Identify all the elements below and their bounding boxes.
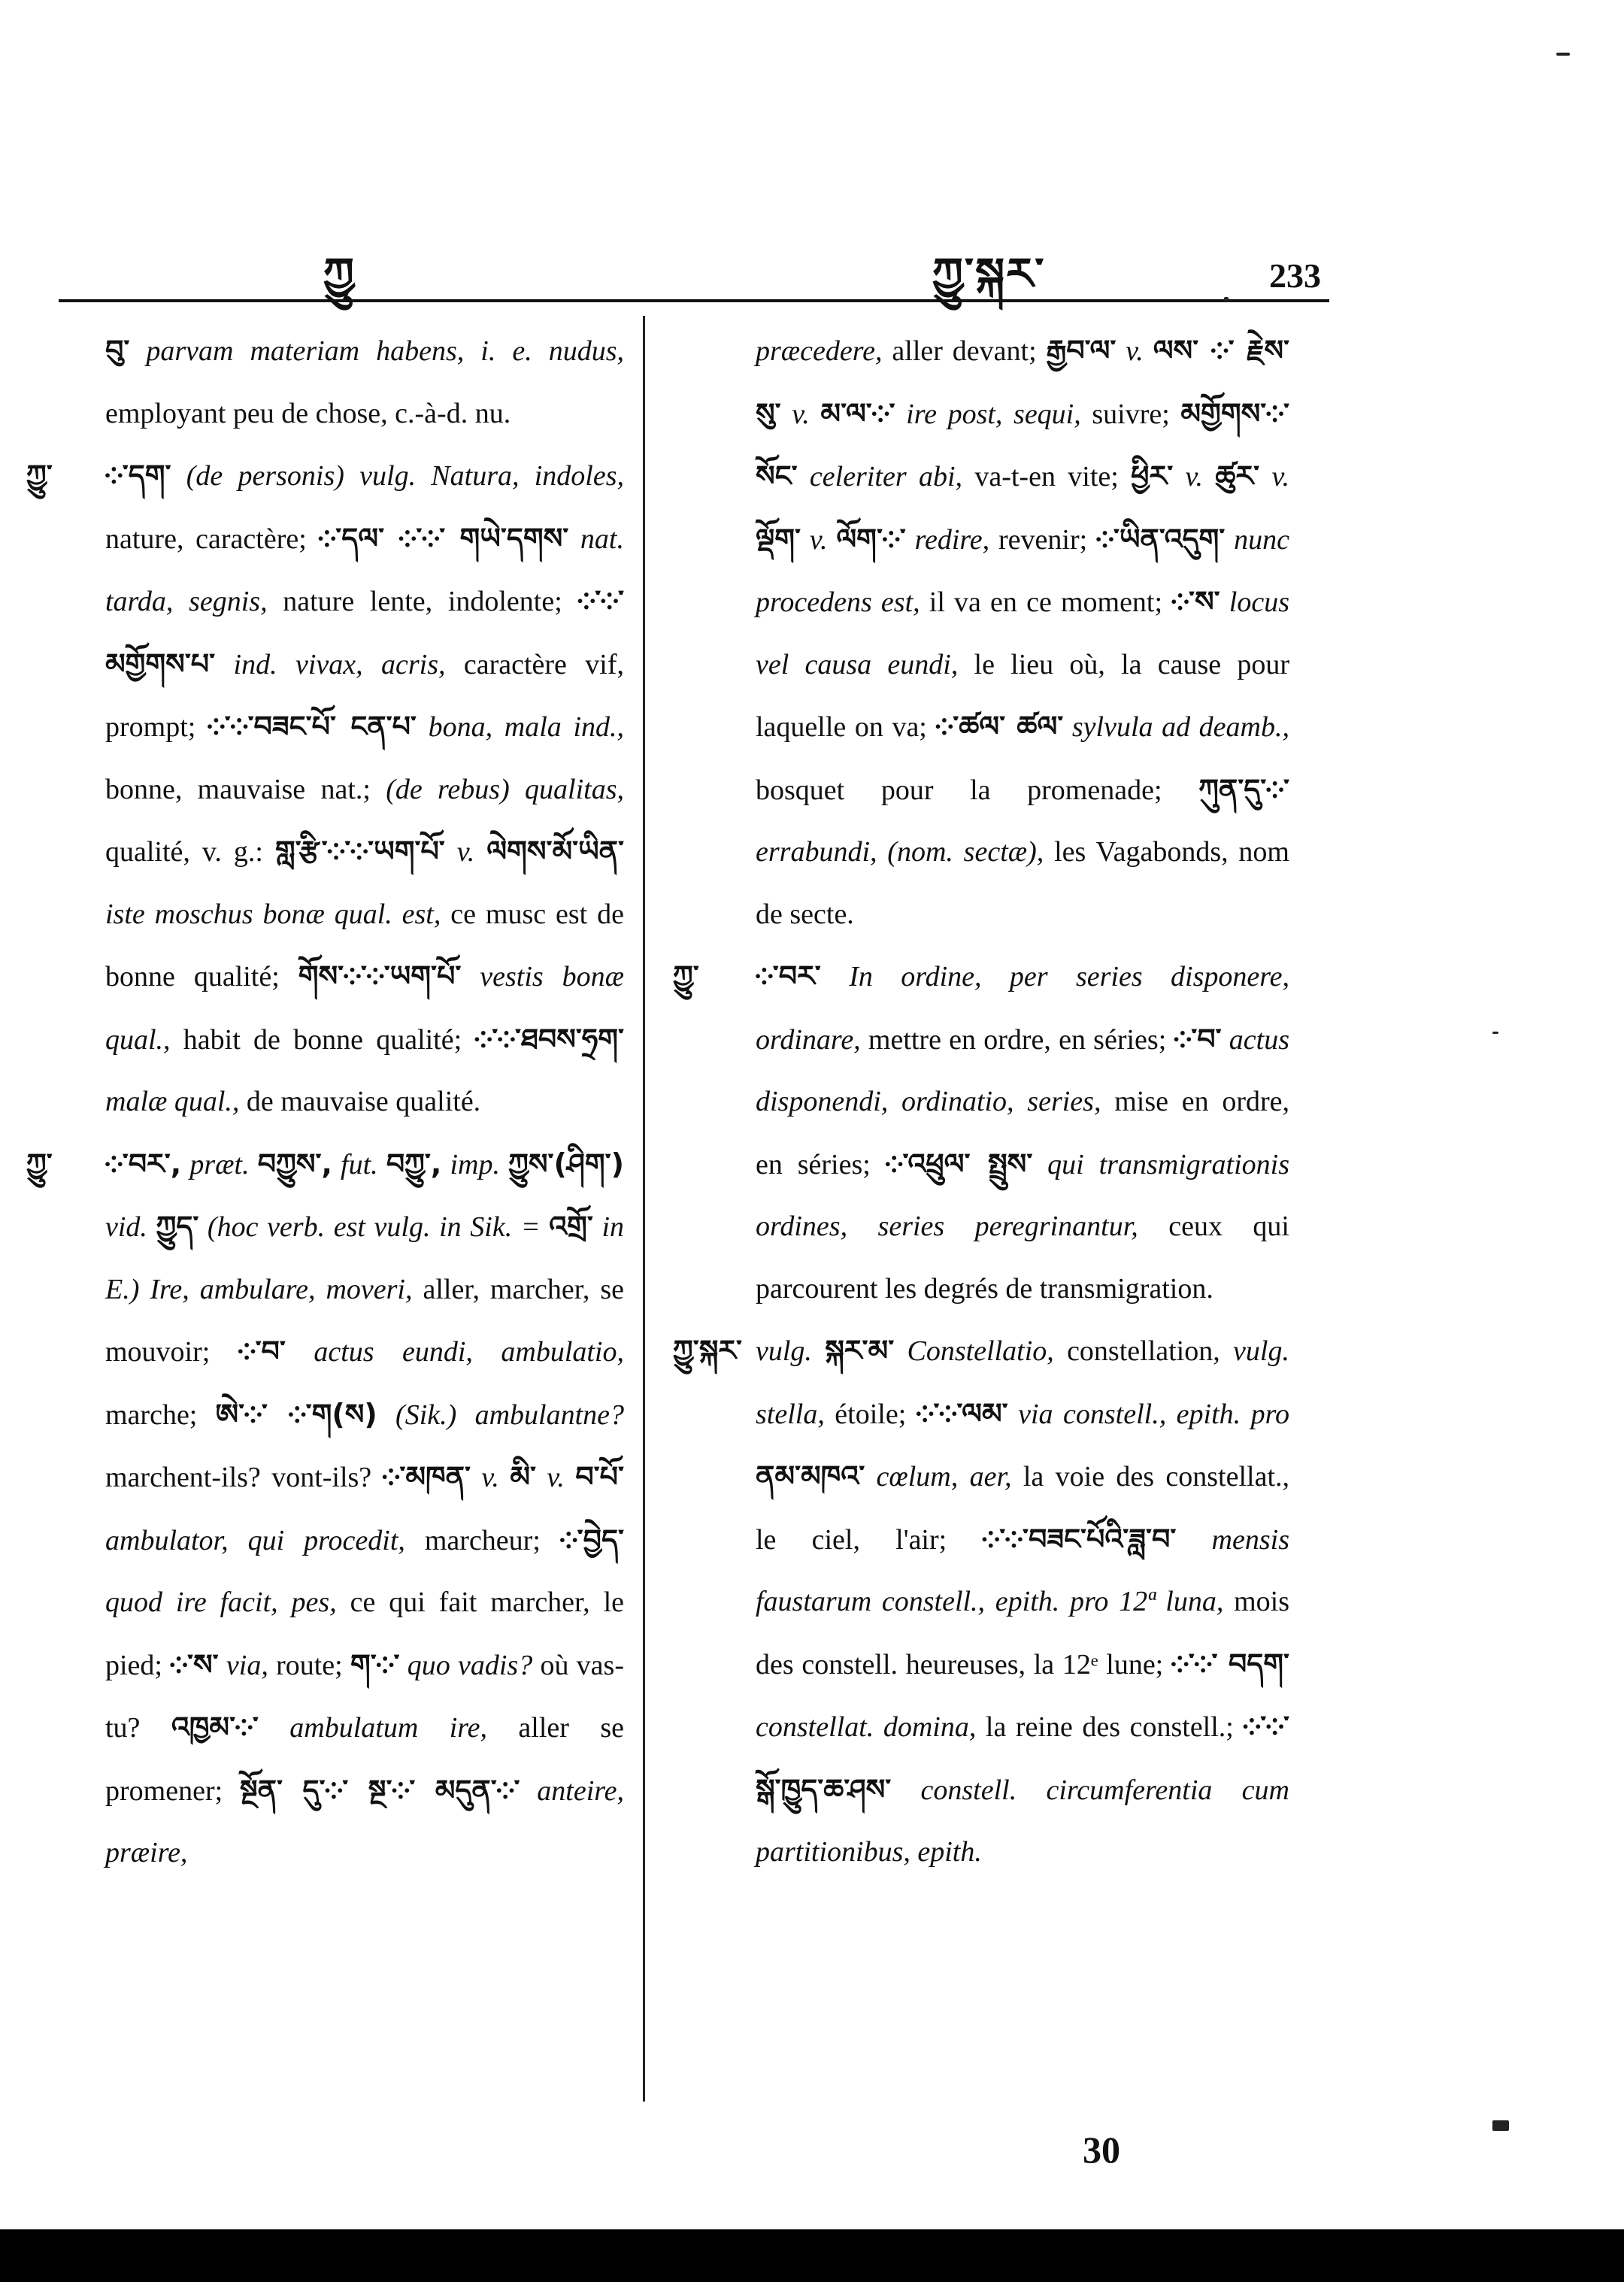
entry-text	[105, 1149, 624, 1869]
tibetan-term: ༶་མཁན་	[382, 1460, 471, 1493]
latin-gloss: Constellatio,	[894, 1335, 1068, 1367]
entry-continuation	[105, 320, 624, 444]
tibetan-term: ལྡོག་	[756, 522, 801, 556]
latin-gloss: locus vel causa eundi,	[756, 586, 1289, 680]
tibetan-term: ག་༶་	[350, 1647, 400, 1681]
french-gloss: de mauvaise qualité.	[246, 1086, 481, 1117]
column-divider	[643, 316, 645, 2102]
latin-gloss: nunc procedens est,	[756, 523, 1290, 618]
entry-text	[105, 460, 624, 1117]
latin-gloss: imp.	[441, 1148, 509, 1180]
latin-gloss: (de rebus) qualitas,	[386, 773, 624, 805]
tibetan-term: ལེགས་མོ་ཡིན་	[486, 835, 625, 868]
latin-gloss: ire post, sequi,	[895, 398, 1092, 430]
tibetan-term: ༶་༶་བཟང་པོ་ ངན་པ་	[208, 710, 417, 743]
latin-gloss: bona, mala ind.,	[416, 711, 624, 743]
tibetan-term: ༶་ཡིན་འདུག་	[1096, 522, 1226, 556]
french-gloss: suivre;	[1092, 398, 1181, 430]
french-gloss: bosquet pour la promenade;	[756, 774, 1199, 806]
margin-speck	[1492, 2120, 1509, 2131]
tibetan-term: ༶་༶་ཐབས་ཧྲག་	[474, 1022, 624, 1056]
tibetan-term: ༶་བར་,	[105, 1147, 182, 1180]
tibetan-term: འཁྱམ་༶་	[171, 1711, 259, 1744]
latin-gloss: actus disponendi, ordinatio, series,	[756, 1023, 1289, 1117]
latin-gloss: quod ire facit, pes,	[105, 1586, 350, 1618]
latin-gloss: errabundi, (nom. sectæ),	[756, 836, 1055, 868]
margin-speck	[1556, 53, 1570, 56]
latin-gloss: via,	[218, 1649, 277, 1681]
french-gloss: aller, marcher, se mouvoir;	[105, 1273, 625, 1368]
entry-text	[756, 1335, 1289, 1868]
tibetan-term: ༶་༶་ བདག་	[1171, 1647, 1289, 1680]
tibetan-term: ༶་བ་	[1174, 1022, 1222, 1056]
french-gloss: nature, caractère;	[105, 523, 319, 555]
french-gloss: les Vagabonds, nom de secte.	[756, 836, 1289, 930]
entry-ordine	[673, 945, 1289, 1320]
tibetan-term: གོས་༶་༶་ཡག་པོ་	[298, 959, 462, 993]
latin-gloss: redire,	[905, 523, 999, 556]
latin-gloss: fut.	[332, 1148, 386, 1180]
tibetan-term: ༶་༶་སྒོ་ཁྱུད་ཆ་ཤས་	[756, 1710, 1289, 1806]
running-head-left: ཀྱུ	[323, 250, 356, 299]
latin-gloss: ind. vivax, acris,	[215, 648, 464, 680]
french-gloss: employant peu de chose, c.-à-d. nu.	[105, 397, 511, 429]
latin-gloss: vestis bonæ qual.,	[105, 961, 624, 1056]
latin-gloss: vid.	[105, 1211, 156, 1243]
tibetan-term: འགྲོ་	[549, 1210, 593, 1243]
header-rule	[59, 299, 1329, 302]
tibetan-term: བཀྱུ་,	[386, 1147, 442, 1180]
french-gloss: aller se promener;	[105, 1712, 624, 1807]
tibetan-term: ༶་ས་	[1171, 585, 1220, 618]
tibetan-term: ཕྱིར་	[1131, 459, 1174, 492]
tibetan-term: ༶་ས་	[170, 1647, 219, 1681]
latin-gloss: sylvula ad deamb.,	[1063, 711, 1289, 743]
latin-gloss: celeriter abi,	[797, 461, 975, 492]
french-gloss: le lieu où, la cause pour laquelle on va;	[756, 648, 1289, 743]
tibetan-term: སྔོན་ དུ་༶་ སྔ་༶་ མདུན་༶་	[239, 1773, 520, 1807]
latin-gloss: præcedere,	[756, 335, 892, 367]
french-gloss: revenir;	[998, 523, 1097, 556]
latin-gloss: via constell., epith. pro	[1007, 1398, 1289, 1430]
latin-gloss: in E.) Ire, ambulare, moveri,	[105, 1211, 624, 1305]
latin-gloss: v.	[801, 523, 837, 556]
french-gloss: aller devant;	[892, 335, 1047, 367]
french-gloss: va-t-en vite;	[974, 461, 1132, 492]
tibetan-term: མ་ལ་༶་	[820, 396, 895, 430]
tibetan-term: ༶་བྱེད་	[559, 1523, 624, 1556]
tibetan-term: ༶་བར་	[756, 959, 821, 993]
headword: ཀྱུ་	[26, 459, 53, 492]
signature-mark: 30	[1083, 2129, 1120, 2171]
margin-speck	[1224, 297, 1229, 302]
tibetan-term: ༶་༶་ལམ་	[916, 1396, 1008, 1430]
tibetan-term: ༶་འཕྲུལ་ སྤྲུས་	[885, 1147, 1033, 1180]
latin-gloss: In ordine, per series disponere, ordinare,	[756, 961, 1289, 1056]
french-gloss: il va en ce moment;	[929, 586, 1172, 618]
tibetan-term: ཀྱུད་	[156, 1210, 199, 1243]
french-gloss: ce qui fait marcher, le pied;	[105, 1586, 625, 1681]
latin-gloss: v.	[470, 1462, 511, 1493]
running-head-center: ཀྱུ་སྐར་	[932, 250, 1046, 299]
tibetan-term: ལས་ ༶་ རྗེས་སུ་	[756, 334, 1290, 430]
right-column	[673, 320, 1290, 1883]
french-gloss: nature lente, indolente;	[283, 586, 578, 617]
french-gloss: ceux qui parcourent les degrés de transmigration.	[756, 1211, 1289, 1305]
page-number: 233	[1269, 256, 1321, 295]
tibetan-term: ཀུན་དུ་༶་	[1198, 772, 1289, 806]
french-gloss: marcheur;	[424, 1524, 560, 1556]
tibetan-term: ལོག་༶་	[836, 522, 906, 556]
entry-continuation	[756, 320, 1289, 945]
headword: ཀྱུ་	[673, 959, 699, 993]
latin-gloss: nat. tarda, segnis,	[105, 523, 624, 617]
french-gloss: marchent-ils? vont-ils?	[105, 1462, 383, 1493]
entry-text	[756, 961, 1289, 1305]
tibetan-term: ༶་དག་	[105, 459, 171, 492]
tibetan-term: རྒྱབ་ལ་	[1046, 334, 1116, 367]
tibetan-term: གླ་རྩི་༶་༶་ཡག་པོ་	[274, 835, 445, 868]
headword: ཀྱུ་	[26, 1147, 53, 1180]
french-gloss: marche;	[105, 1399, 216, 1431]
french-gloss: habit de bonne qualité;	[183, 1023, 475, 1056]
french-gloss: route;	[276, 1649, 350, 1681]
latin-gloss: mensis faustarum constell., epith. pro 12ª luna,	[756, 1523, 1289, 1617]
latin-gloss: ambulatum ire,	[258, 1712, 519, 1744]
tibetan-term: ༶་༶་བཟང་པོའི་ཟླ་བ་	[982, 1522, 1177, 1556]
latin-gloss: vulg. stella,	[756, 1335, 1289, 1430]
latin-gloss: constell. circumferentia cum partitionibus, epith.	[756, 1774, 1289, 1868]
tibetan-term: མགྱོགས་༶་སོང་	[756, 396, 1289, 492]
latin-gloss: malæ qual.,	[105, 1086, 247, 1117]
latin-gloss: vulg.	[756, 1335, 826, 1367]
french-gloss: mettre en ordre, en séries;	[868, 1023, 1174, 1056]
latin-gloss: (Sik.) ambulantne?	[377, 1399, 624, 1431]
french-gloss: mois des constell. heureuses, la 12ᵉ lune;	[756, 1586, 1289, 1680]
french-gloss: ce musc est de bonne qualité;	[105, 898, 624, 993]
tibetan-term: ༶་༶་མགྱོགས་པ་	[105, 584, 624, 680]
entry-constellatio	[673, 1320, 1290, 1883]
french-gloss: bonne, mauvaise nat.;	[105, 773, 386, 805]
latin-gloss: præt.	[181, 1148, 258, 1180]
latin-gloss: cœlum, aer,	[865, 1461, 1023, 1493]
tibetan-term: ཨེ་༶་ ༶་ག(ས)	[215, 1397, 377, 1431]
margin-speck	[1492, 1032, 1498, 1034]
latin-gloss: quo vadis?	[399, 1649, 541, 1681]
tibetan-term: བུ་	[105, 334, 130, 367]
left-column	[26, 320, 625, 1884]
latin-gloss: v.	[444, 836, 487, 868]
latin-gloss: qui transmigrationis ordines, series peregrinantur,	[756, 1148, 1289, 1242]
tibetan-term: བ་པོ་	[575, 1460, 624, 1493]
french-gloss: où vas-tu?	[105, 1649, 624, 1744]
french-gloss: la voie des constellat., le ciel, l'air;	[756, 1461, 1290, 1556]
french-gloss: la reine des constell.;	[985, 1711, 1244, 1743]
tibetan-term: ནམ་མཁའ་	[756, 1459, 865, 1493]
latin-gloss: constellat. domina,	[756, 1711, 986, 1743]
tibetan-term: ཀྱུས་(ཤིག་)	[508, 1147, 624, 1180]
entry-natura	[26, 444, 625, 1133]
french-gloss: mise en ordre, en séries;	[756, 1086, 1289, 1180]
latin-gloss: v.	[1116, 335, 1153, 367]
latin-gloss: (de personis) vulg. Natura, indoles,	[171, 460, 624, 492]
latin-gloss: v.	[1259, 461, 1289, 492]
latin-gloss: ambulator, qui procedit,	[105, 1524, 425, 1556]
latin-gloss: iste moschus bonæ qual. est,	[105, 898, 451, 930]
tibetan-term: བཀྱུས་,	[257, 1147, 332, 1180]
latin-gloss: v.	[780, 398, 821, 430]
tibetan-term: སྐར་མ་	[825, 1334, 895, 1367]
tibetan-term: མི་	[510, 1460, 536, 1493]
tibetan-term: ༶་དལ་ ༶་༶་ གཡེ་དགས་	[318, 521, 569, 555]
latin-gloss: anteire, præire,	[105, 1774, 624, 1868]
entry-text	[105, 335, 624, 429]
entry-ire	[26, 1133, 625, 1884]
latin-gloss: (hoc verb. est vulg. in Sik. =	[198, 1211, 550, 1243]
tibetan-term: ༶་ཚལ་ ཚལ་	[935, 710, 1064, 743]
french-gloss: qualité, v. g.:	[105, 836, 275, 868]
latin-gloss: v.	[1173, 461, 1216, 492]
latin-gloss: actus eundi, ambulatio,	[285, 1336, 624, 1368]
latin-gloss: parvam materiam habens, i. e. nudus,	[129, 335, 624, 367]
french-gloss: étoile;	[835, 1398, 917, 1430]
french-gloss: caractère vif, prompt;	[105, 648, 625, 743]
scan-edge-bar	[0, 2229, 1624, 2282]
tibetan-term: ༶་བ་	[238, 1335, 286, 1368]
entry-text	[756, 335, 1289, 930]
latin-gloss: v.	[535, 1462, 576, 1493]
french-gloss: constellation,	[1067, 1335, 1234, 1367]
tibetan-term: ཚུར་	[1215, 459, 1260, 492]
headword: ཀྱུ་སྐར་	[673, 1334, 743, 1367]
